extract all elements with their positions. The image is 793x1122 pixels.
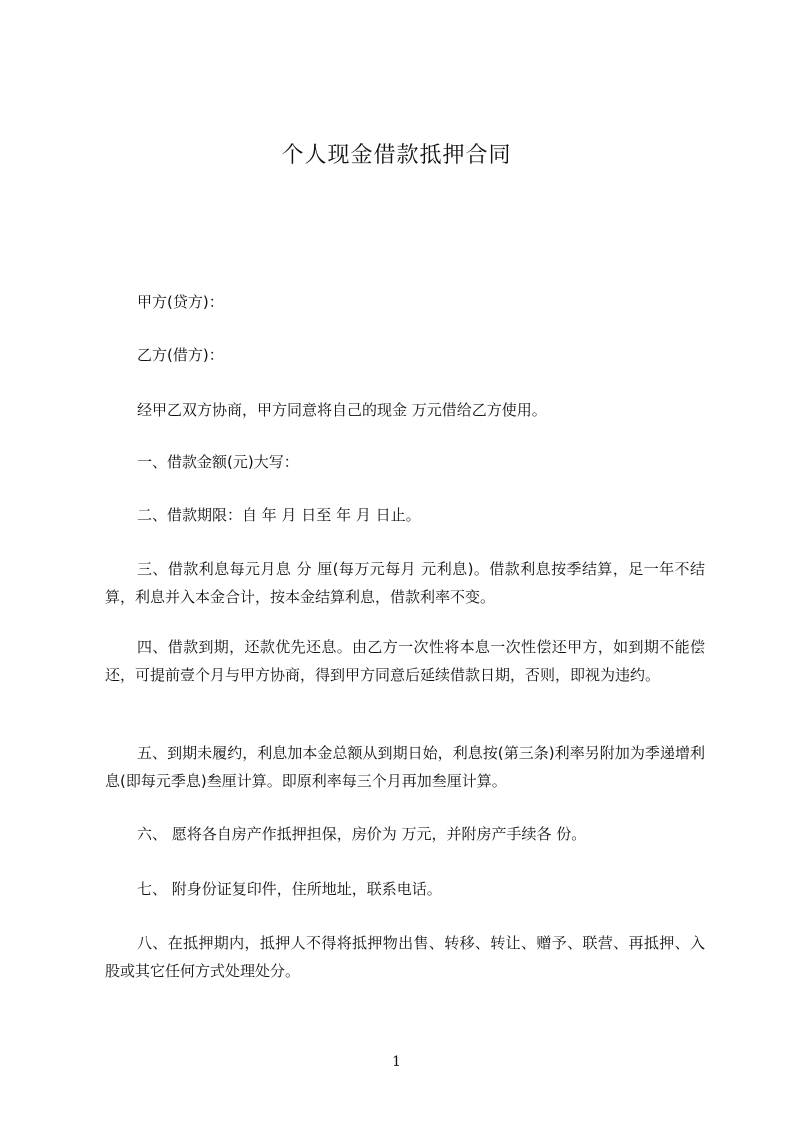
document-title: 个人现金借款抵押合同	[281, 143, 512, 168]
page-number: 1	[392, 1054, 401, 1070]
agreement-intro: 经甲乙双方协商，甲方同意将自己的现金 万元借给乙方使用。	[137, 401, 547, 419]
clause-2-term: 二、借款期限：自 年 月 日至 年 月 日止。	[137, 506, 421, 524]
clause-4-repayment: 四、借款到期，还款优先还息。由乙方一次性将本息一次性偿还甲方，如到期不能偿还，可提前壹个月与甲方协商，得到甲方同意后延续借款日期，否则，即视为违约。	[105, 638, 705, 684]
clause-3-interest: 三、借款利息每元月息 分 厘(每万元每月 元利息)。借款利息按季结算，足一年不结算，利息并入本金合计，按本金结算利息，借款利率不变。	[105, 560, 705, 606]
clause-1-amount: 一、借款金额(元)大写：	[137, 453, 299, 471]
clause-6-collateral: 六、 愿将各自房产作抵押担保，房价为 万元，并附房产手续各 份。	[137, 825, 587, 843]
party-b-line: 乙方(借方)：	[137, 346, 224, 364]
clause-8-restrictions: 八、在抵押期内，抵押人不得将抵押物出售、转移、转让、赠予、联营、再抵押、入股或其它任何方式处理处分。	[105, 934, 705, 980]
clause-7-id-copy: 七、 附身份证复印件，住所地址，联系电话。	[137, 880, 442, 898]
party-a-line: 甲方(贷方)：	[137, 293, 224, 311]
clause-5-default: 五、到期未履约，利息加本金总额从到期日始，利息按(第三条)利率另附加为季递增利息(即每元季息)叁厘计算。即原利率每三个月再加叁厘计算。	[105, 744, 705, 790]
